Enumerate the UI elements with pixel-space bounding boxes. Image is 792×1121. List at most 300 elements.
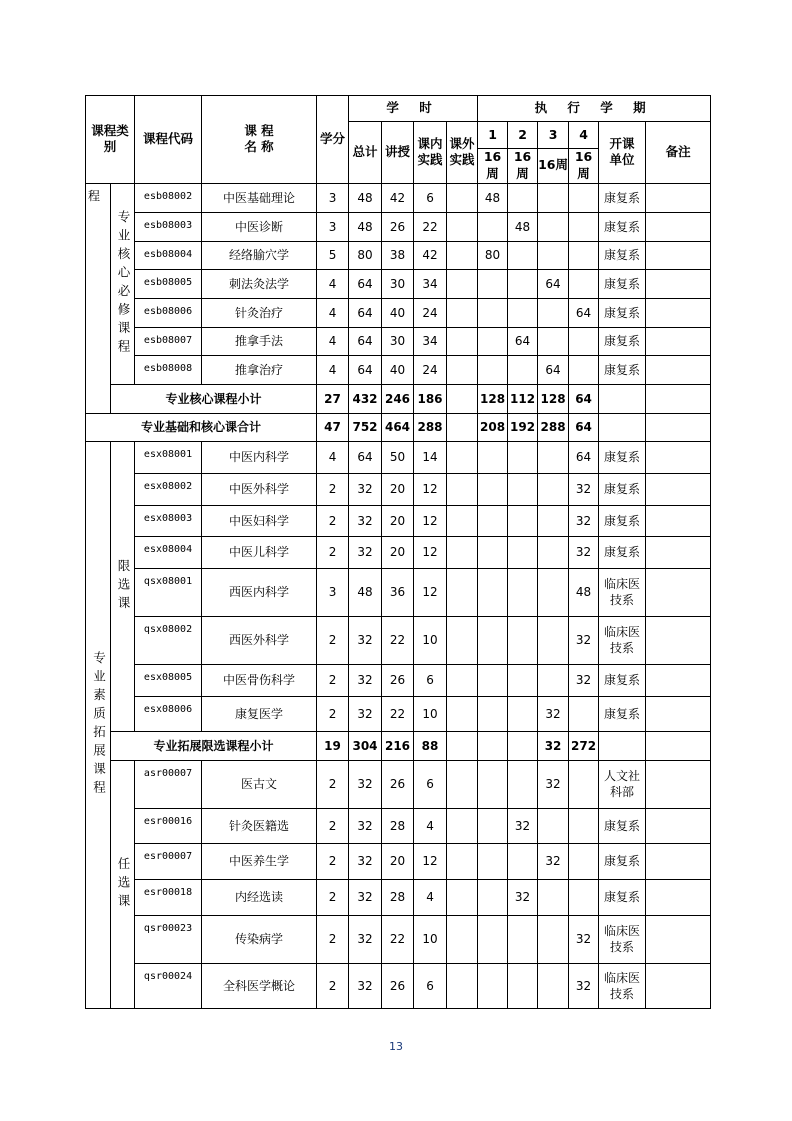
table-row [86,568,711,616]
cell-sem-4 [569,269,599,298]
cell-dept: 康复系 [599,879,646,915]
subtotal-value: 19 [317,731,349,760]
subtotal-value [646,731,711,760]
cell-dept: 康复系 [599,696,646,731]
cell-sem-3 [538,212,569,241]
cell-credit: 4 [317,269,349,298]
cell-out-practice [447,183,478,212]
cell-credit: 3 [317,212,349,241]
cell-code: esx08003 [135,505,202,536]
cell-dept: 康复系 [599,664,646,696]
subtotal-value: 464 [382,413,414,441]
cell-dept: 临床医技系 [599,616,646,664]
subtotal-value: 216 [382,731,414,760]
cell-dept: 康复系 [599,269,646,298]
subtotal-value [599,384,646,413]
cell-in-practice: 10 [414,696,447,731]
cell-sem-2 [508,568,538,616]
header-dept: 开课单位 [599,122,646,184]
category-label: 专业素质拓展课程 [86,441,111,1008]
cell-credit: 2 [317,879,349,915]
cell-sem-2 [508,473,538,505]
cell-in-practice: 34 [414,269,447,298]
cell-code: esb08008 [135,355,202,384]
cell-dept: 康复系 [599,298,646,327]
cell-sem-1 [478,616,508,664]
cell-sem-2: 48 [508,212,538,241]
cell-sem-1 [478,269,508,298]
cell-credit: 2 [317,696,349,731]
cell-sem-1 [478,355,508,384]
cell-out-practice [447,664,478,696]
cell-sem-1 [478,441,508,473]
subtotal-value: 208 [478,413,508,441]
cell-code: esb08005 [135,269,202,298]
cell-sem-4: 64 [569,441,599,473]
cell-code: esb08006 [135,298,202,327]
table-row [86,269,711,298]
cell-lecture: 26 [382,963,414,1008]
cell-sem-2 [508,696,538,731]
cell-sem-2 [508,505,538,536]
cell-sem-1 [478,808,508,843]
cell-sem-4: 32 [569,616,599,664]
subtotal-value: 88 [414,731,447,760]
cell-sem-1: 48 [478,183,508,212]
cell-out-practice [447,269,478,298]
cell-sem-3: 32 [538,760,569,808]
header-semester: 执 行 学 期 [478,96,711,122]
cell-dept: 临床医技系 [599,568,646,616]
table-row [86,843,711,879]
cell-name: 康复医学 [202,696,317,731]
cell-name: 医古文 [202,760,317,808]
cell-total: 32 [349,616,382,664]
cell-lecture: 26 [382,760,414,808]
cell-sem-2 [508,183,538,212]
cell-sem-3 [538,327,569,355]
table-row [86,696,711,731]
cell-lecture: 30 [382,327,414,355]
cell-name: 中医诊断 [202,212,317,241]
cell-sem-3: 32 [538,696,569,731]
table-row [86,505,711,536]
cell-out-practice [447,441,478,473]
cell-lecture: 30 [382,269,414,298]
cell-sem-4 [569,843,599,879]
cell-lecture: 22 [382,616,414,664]
cell-out-practice [447,536,478,568]
cell-code: esb08004 [135,241,202,269]
cell-total: 32 [349,536,382,568]
cell-sem-3: 32 [538,843,569,879]
cell-dept: 康复系 [599,212,646,241]
cell-dept: 康复系 [599,505,646,536]
cell-sem-4: 64 [569,298,599,327]
cell-name: 传染病学 [202,915,317,963]
cell-note [646,915,711,963]
cell-name: 全科医学概论 [202,963,317,1008]
cell-sem-1 [478,298,508,327]
cell-dept: 康复系 [599,355,646,384]
cell-credit: 5 [317,241,349,269]
subtotal-value [599,731,646,760]
cell-code: qsr00024 [135,963,202,1008]
cell-sem-4 [569,241,599,269]
cell-out-practice [447,568,478,616]
cell-out-practice [447,760,478,808]
cell-note [646,327,711,355]
table-row [86,963,711,1008]
subtotal-row [86,731,711,760]
cell-name: 内经选读 [202,879,317,915]
cell-credit: 4 [317,327,349,355]
cell-note [646,269,711,298]
cell-out-practice [447,473,478,505]
cell-sem-4 [569,327,599,355]
cell-sem-4 [569,183,599,212]
cell-name: 西医外科学 [202,616,317,664]
cell-in-practice: 12 [414,473,447,505]
cell-note [646,843,711,879]
cell-name: 推拿手法 [202,327,317,355]
subtotal-value: 432 [349,384,382,413]
cell-sem-3 [538,915,569,963]
subtotal-value: 246 [382,384,414,413]
cell-total: 64 [349,327,382,355]
cell-code: esx08006 [135,696,202,731]
cell-credit: 2 [317,473,349,505]
cell-sem-2 [508,355,538,384]
subtotal-value [447,384,478,413]
cell-sem-1 [478,664,508,696]
cell-sem-4: 48 [569,568,599,616]
subtotal-value: 32 [538,731,569,760]
cell-in-practice: 12 [414,568,447,616]
cell-note [646,760,711,808]
cell-code: esr00016 [135,808,202,843]
cell-sem-3 [538,505,569,536]
cell-sem-1 [478,915,508,963]
cell-code: qsx08001 [135,568,202,616]
cell-sem-3 [538,183,569,212]
cell-dept: 康复系 [599,327,646,355]
cell-name: 经络腧穴学 [202,241,317,269]
cell-sem-3 [538,664,569,696]
cell-code: esr00018 [135,879,202,915]
cell-dept: 康复系 [599,473,646,505]
cell-code: esx08001 [135,441,202,473]
subtotal-value [599,413,646,441]
subtotal-value: 272 [569,731,599,760]
cell-lecture: 28 [382,808,414,843]
cell-out-practice [447,212,478,241]
subtotal-value [447,413,478,441]
cell-name: 针灸治疗 [202,298,317,327]
cell-note [646,664,711,696]
cell-credit: 2 [317,664,349,696]
cell-sem-4 [569,760,599,808]
cell-code: esb08003 [135,212,202,241]
cell-in-practice: 10 [414,616,447,664]
cell-out-practice [447,327,478,355]
cell-out-practice [447,505,478,536]
cell-credit: 2 [317,915,349,963]
subcategory-label: 任选课 [111,760,135,1008]
cell-in-practice: 24 [414,355,447,384]
cell-dept: 康复系 [599,536,646,568]
cell-note [646,568,711,616]
cell-lecture: 20 [382,536,414,568]
cell-sem-4: 32 [569,915,599,963]
cell-in-practice: 6 [414,963,447,1008]
cell-lecture: 26 [382,212,414,241]
header-note: 备注 [646,122,711,184]
cell-total: 32 [349,505,382,536]
cell-sem-1 [478,760,508,808]
cell-dept: 康复系 [599,241,646,269]
cell-sem-1 [478,212,508,241]
cell-total: 48 [349,183,382,212]
cell-lecture: 22 [382,696,414,731]
table-row [86,536,711,568]
cell-sem-2: 64 [508,327,538,355]
cell-name: 刺法灸法学 [202,269,317,298]
cell-code: esx08002 [135,473,202,505]
cell-note [646,963,711,1008]
cell-credit: 2 [317,760,349,808]
subtotal-label: 专业核心课程小计 [111,384,317,413]
cell-name: 中医儿科学 [202,536,317,568]
table-row [86,664,711,696]
cell-sem-1 [478,568,508,616]
cell-total: 32 [349,879,382,915]
subcategory-label: 限选课 [111,441,135,731]
cell-dept: 康复系 [599,808,646,843]
header-out-practice: 课外实践 [447,122,478,184]
cell-in-practice: 4 [414,808,447,843]
table-row [86,616,711,664]
cell-code: esb08002 [135,183,202,212]
cell-total: 32 [349,963,382,1008]
header-name: 课 程 名 称 [202,96,317,184]
cell-in-practice: 14 [414,441,447,473]
cell-note [646,183,711,212]
subtotal-value: 128 [538,384,569,413]
subtotal-value: 27 [317,384,349,413]
subtotal-value: 64 [569,384,599,413]
table-row [86,241,711,269]
cell-in-practice: 24 [414,298,447,327]
cell-lecture: 40 [382,298,414,327]
table-row [86,212,711,241]
cell-total: 64 [349,298,382,327]
cell-dept: 康复系 [599,441,646,473]
cell-total: 80 [349,241,382,269]
header-hours: 学 时 [349,96,478,122]
table-row [86,355,711,384]
header-sem-2: 2 [508,122,538,149]
cell-sem-4 [569,879,599,915]
cell-sem-2 [508,760,538,808]
cell-dept: 康复系 [599,183,646,212]
cell-note [646,879,711,915]
cell-out-practice [447,241,478,269]
cell-code: qsx08002 [135,616,202,664]
cell-code: qsr00023 [135,915,202,963]
cell-in-practice: 6 [414,760,447,808]
cell-sem-4: 32 [569,473,599,505]
cell-note [646,808,711,843]
cell-code: asr00007 [135,760,202,808]
subtotal-value: 112 [508,384,538,413]
cell-sem-3 [538,879,569,915]
cell-sem-4: 32 [569,505,599,536]
cell-sem-1 [478,963,508,1008]
subtotal-value: 288 [538,413,569,441]
cell-name: 中医基础理论 [202,183,317,212]
cell-credit: 2 [317,808,349,843]
cell-name: 西医内科学 [202,568,317,616]
cell-total: 32 [349,473,382,505]
cell-out-practice [447,298,478,327]
subtotal-value [478,731,508,760]
header-weeks-4: 16周 [569,149,599,184]
cell-total: 32 [349,696,382,731]
cell-dept: 临床医技系 [599,963,646,1008]
cell-lecture: 22 [382,915,414,963]
cell-out-practice [447,808,478,843]
subtotal-row [86,384,711,413]
curriculum-table [85,95,711,1009]
header-lecture: 讲授 [382,122,414,184]
cell-sem-1 [478,473,508,505]
cell-code: esx08005 [135,664,202,696]
cell-note [646,505,711,536]
subtotal-value: 288 [414,413,447,441]
cell-note [646,212,711,241]
cell-lecture: 38 [382,241,414,269]
cell-sem-2 [508,963,538,1008]
cell-sem-1 [478,879,508,915]
cell-credit: 2 [317,536,349,568]
cell-out-practice [447,696,478,731]
cell-sem-4: 32 [569,536,599,568]
cell-out-practice [447,616,478,664]
cell-lecture: 20 [382,473,414,505]
cell-note [646,441,711,473]
cell-total: 32 [349,808,382,843]
cell-out-practice [447,915,478,963]
cell-sem-1 [478,536,508,568]
cell-in-practice: 42 [414,241,447,269]
cell-note [646,473,711,505]
cell-sem-2 [508,269,538,298]
cell-lecture: 20 [382,843,414,879]
cell-lecture: 28 [382,879,414,915]
cell-sem-4: 32 [569,963,599,1008]
cell-dept: 康复系 [599,843,646,879]
cell-code: esx08004 [135,536,202,568]
header-sem-4: 4 [569,122,599,149]
cell-out-practice [447,963,478,1008]
cell-in-practice: 12 [414,505,447,536]
cell-lecture: 40 [382,355,414,384]
cell-sem-2 [508,241,538,269]
cell-in-practice: 6 [414,664,447,696]
cell-sem-1: 80 [478,241,508,269]
subtotal-label: 专业拓展限选课程小计 [111,731,317,760]
cell-sem-3 [538,963,569,1008]
table-row [86,183,711,212]
subtotal-value: 128 [478,384,508,413]
cell-credit: 2 [317,963,349,1008]
header-weeks-1: 16周 [478,149,508,184]
cell-sem-3 [538,568,569,616]
cell-sem-3 [538,473,569,505]
cell-sem-1 [478,327,508,355]
cell-total: 32 [349,843,382,879]
cell-code: esr00007 [135,843,202,879]
header-category: 课程类别 [86,96,135,184]
cell-total: 32 [349,915,382,963]
subtotal-value [646,384,711,413]
header-sem-1: 1 [478,122,508,149]
header-credit: 学分 [317,96,349,184]
cell-lecture: 36 [382,568,414,616]
cell-name: 中医内科学 [202,441,317,473]
subtotal-label: 专业基础和核心课合计 [86,413,317,441]
header-sem-3: 3 [538,122,569,149]
cell-note [646,616,711,664]
cell-in-practice: 12 [414,536,447,568]
table-row [86,473,711,505]
cell-sem-3 [538,808,569,843]
cell-lecture: 26 [382,664,414,696]
cell-sem-2: 32 [508,879,538,915]
header-weeks-3: 16周 [538,149,569,184]
subtotal-value [447,731,478,760]
cell-in-practice: 12 [414,843,447,879]
cell-sem-2 [508,616,538,664]
page-number: 13 [389,1040,403,1053]
table-row [86,915,711,963]
cell-credit: 3 [317,183,349,212]
cell-note [646,298,711,327]
cell-credit: 3 [317,568,349,616]
cell-sem-4: 32 [569,664,599,696]
table-row [86,298,711,327]
cell-name: 中医妇科学 [202,505,317,536]
cell-credit: 2 [317,505,349,536]
cell-total: 64 [349,269,382,298]
cell-in-practice: 22 [414,212,447,241]
cell-total: 32 [349,664,382,696]
cell-in-practice: 10 [414,915,447,963]
header-code: 课程代码 [135,96,202,184]
cell-sem-1 [478,696,508,731]
subcategory-label: 专业核心必修课程 [111,183,135,384]
cell-total: 64 [349,441,382,473]
cell-credit: 2 [317,616,349,664]
cell-out-practice [447,843,478,879]
cell-sem-4 [569,808,599,843]
subtotal-value: 186 [414,384,447,413]
cell-sem-2 [508,298,538,327]
cell-in-practice: 4 [414,879,447,915]
cell-out-practice [447,879,478,915]
cell-lecture: 50 [382,441,414,473]
